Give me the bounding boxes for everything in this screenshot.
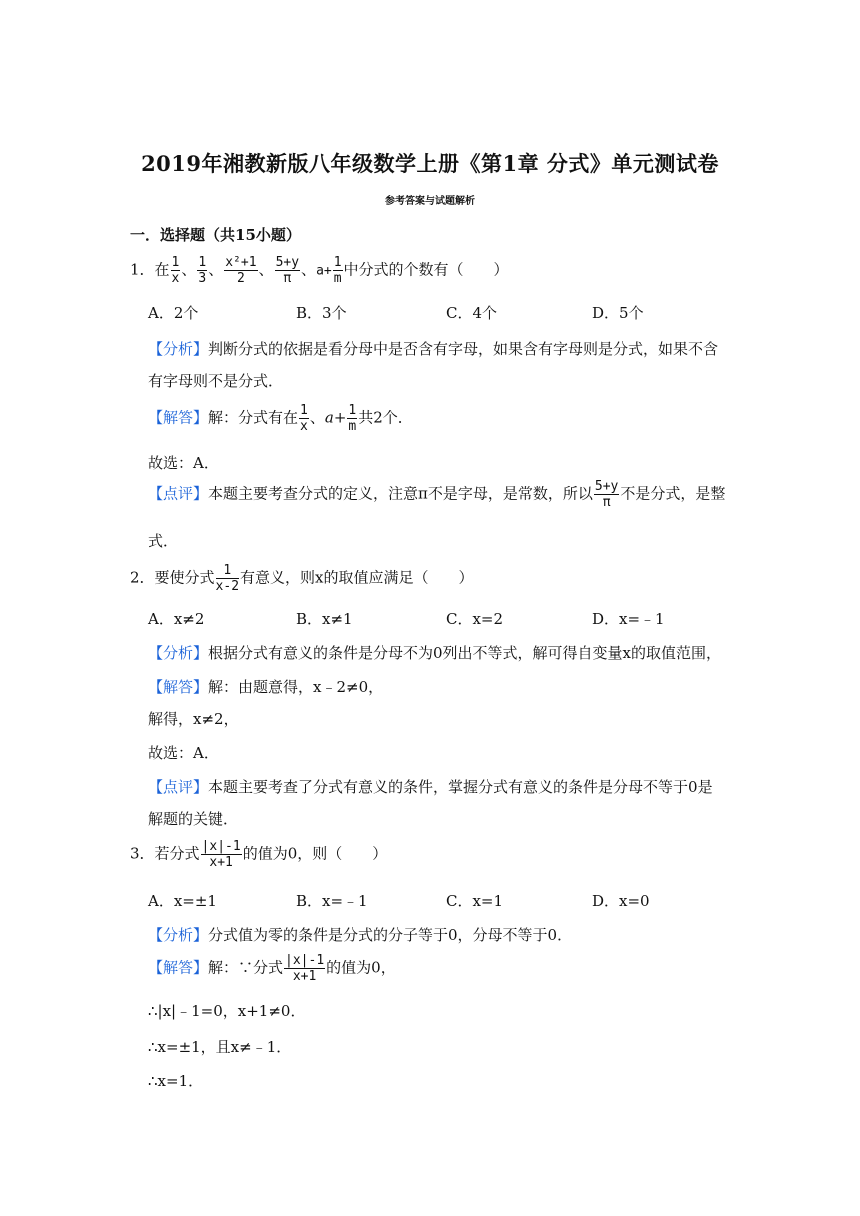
q2-solve: 解得，x≠2， xyxy=(148,710,239,728)
fraction-1-over-x: $\frac{1}{x}$ xyxy=(300,403,308,434)
q1-comment-cont: 式． xyxy=(148,532,179,550)
analysis-tag: 【分析】 xyxy=(148,340,209,358)
q1-choose: 故选：A． xyxy=(148,454,219,472)
q3-step-3: ∴x=1． xyxy=(148,1072,204,1090)
q2-answer: 【解答】解：由题意得，x﹣2≠0， xyxy=(148,678,384,696)
q2-option-d: D．x=﹣1 xyxy=(592,610,665,628)
analysis-tag: 【分析】 xyxy=(148,644,209,662)
question-1-stem: 1．在 $\frac{1}{x}$ 、 $\frac{1}{3}$ 、 $\frac{\text{x²+1}}{2}$ 、 $\frac{5+y}{\pi}$ 、a+ $\frac{1}{m}$ 中分式的个数有（ ） xyxy=(130,255,509,286)
question-2-stem: 2．要使分式 $\frac{1}{x-2}$ 有意义，则x的取值应满足（ ） xyxy=(130,563,474,594)
fraction-1-over-m: $\frac{1}{m}$ xyxy=(333,255,342,286)
fraction-x2-plus-1-over-2: $\frac{\text{x²+1}}{2}$ xyxy=(225,255,257,286)
q3-option-d: D．x=0 xyxy=(592,892,650,910)
q1-analysis: 【分析】判断分式的依据是看分母中是否含有字母，如果含有字母则是分式，如果不含 xyxy=(148,340,719,358)
fraction-abs-x-minus-1-over-x-plus-1: $\frac{|x|-1}{x+1}$ xyxy=(201,839,241,870)
q1-prefix: 1．在 xyxy=(130,260,170,279)
q2-choose: 故选：A． xyxy=(148,744,219,762)
fraction-1-over-3: $\frac{1}{3}$ xyxy=(198,255,207,286)
fraction-1-over-m: $\frac{1}{m}$ xyxy=(348,403,357,434)
q1-option-c: C．4个 xyxy=(446,304,498,322)
section-heading: 一．选择题（共15小题） xyxy=(130,226,301,244)
q2-option-a: A．x≠2 xyxy=(148,610,205,628)
question-3-stem: 3．若分式 $\frac{|x|-1}{x+1}$ 的值为0，则（ ） xyxy=(130,839,388,870)
q2-comment: 【点评】本题主要考查了分式有意义的条件，掌握分式有意义的条件是分母不等于0是 xyxy=(148,778,713,796)
q3-answer: 【解答】解：∵分式 $\frac{|x|-1}{x+1}$ 的值为0， xyxy=(148,953,396,984)
fraction-5-plus-y-over-pi: $\frac{5+y}{\pi}$ xyxy=(594,479,619,510)
answer-tag: 【解答】 xyxy=(148,678,209,696)
answer-tag: 【解答】 xyxy=(148,408,209,427)
q3-option-b: B．x=﹣1 xyxy=(296,892,368,910)
q1-comment: 【点评】本题主要考查分式的定义，注意π不是字母，是常数，所以 $\frac{5+y}{\pi}$ 不是分式，是整 xyxy=(148,479,726,510)
comment-tag: 【点评】 xyxy=(148,778,209,796)
q1-option-a: A．2个 xyxy=(148,304,199,322)
q3-step-2: ∴x=±1，且x≠﹣1． xyxy=(148,1038,292,1056)
q3-analysis: 【分析】分式值为零的条件是分式的分子等于0，分母不等于0． xyxy=(148,926,573,944)
q1-suffix: 中分式的个数有（ ） xyxy=(343,260,509,279)
q3-option-c: C．x=1 xyxy=(446,892,504,910)
q2-analysis: 【分析】根据分式有意义的条件是分母不为0列出不等式，解可得自变量x的取值范围， xyxy=(148,644,722,662)
fraction-1-over-x-minus-2: $\frac{1}{x-2}$ xyxy=(215,563,240,594)
answer-tag: 【解答】 xyxy=(148,958,209,977)
q2-comment-cont: 解题的关键． xyxy=(148,810,239,828)
fraction-abs-x-minus-1-over-x-plus-1: $\frac{|x|-1}{x+1}$ xyxy=(285,953,325,984)
comment-tag: 【点评】 xyxy=(148,484,209,503)
page-subtitle: 参考答案与试题解析 xyxy=(385,196,475,207)
q1-answer: 【解答】解：分式有在 $\frac{1}{x}$ 、a+ $\frac{1}{m}$ 共2个． xyxy=(148,403,413,434)
q1-analysis-cont: 有字母则不是分式． xyxy=(148,372,284,390)
fraction-5-plus-y-over-pi: $\frac{5+y}{\pi}$ xyxy=(275,255,300,286)
q3-step-1: ∴|x|﹣1=0，x+1≠0． xyxy=(148,1002,306,1020)
q2-option-b: B．x≠1 xyxy=(296,610,353,628)
analysis-tag: 【分析】 xyxy=(148,926,209,944)
page-title: 2019年湘教新版八年级数学上册《第1章 分式》单元测试卷 xyxy=(141,151,719,176)
q2-option-c: C．x=2 xyxy=(446,610,504,628)
q3-option-a: A．x=±1 xyxy=(148,892,217,910)
q1-option-b: B．3个 xyxy=(296,304,347,322)
q1-option-d: D．5个 xyxy=(592,304,644,322)
fraction-1-over-x: $\frac{1}{x}$ xyxy=(171,255,180,286)
